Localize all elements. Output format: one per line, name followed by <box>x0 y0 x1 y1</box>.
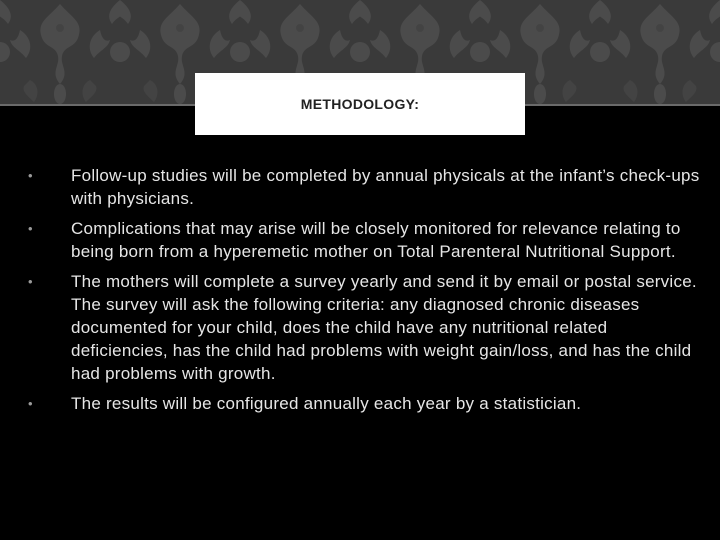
bullet-item <box>28 164 700 210</box>
title-box <box>195 73 525 135</box>
bullet-icon: • <box>28 274 33 289</box>
bullet-text: Follow-up studies will be completed by annual physicals at the infant’s check-ups with physicians. <box>71 166 700 208</box>
bullet-item <box>28 392 700 415</box>
bullet-item <box>28 217 700 263</box>
bullet-text: The results will be configured annually each year by a statistician. <box>71 394 582 413</box>
slide-title: METHODOLOGY: <box>300 96 420 112</box>
bullet-list <box>28 164 700 422</box>
bullet-text: The mothers will complete a survey yearly and send it by email or postal service. The survey will ask the following criteria: any diagnosed chronic diseases documented for your child, does the child have any nutritional related deficiencies, has the child had problems with weight gain/loss, and has the child had problems with growth. <box>71 272 697 383</box>
bullet-icon: • <box>28 168 33 183</box>
bullet-text: Complications that may arise will be closely monitored for relevance relating to being born from a hyperemetic mother on Total Parenteral Nutritional Support. <box>71 219 681 261</box>
bullet-icon: • <box>28 221 33 236</box>
bullet-item <box>28 270 700 385</box>
bullet-icon: • <box>28 396 33 411</box>
